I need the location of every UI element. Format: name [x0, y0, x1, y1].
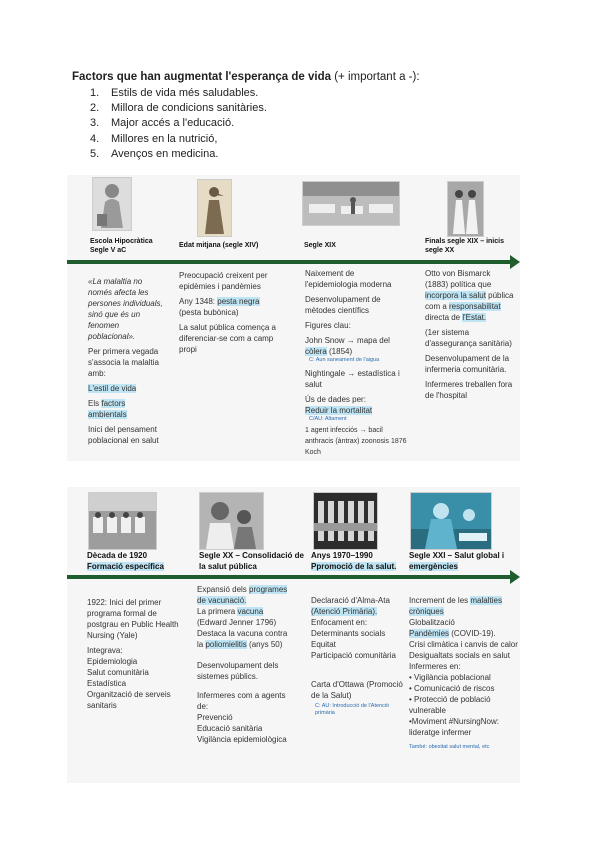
highlight: responsabilitat	[449, 302, 501, 311]
era-heading-hippocratic: Escola Hipocràtica Segle V aC	[90, 238, 153, 254]
hospital-beds-image	[313, 492, 378, 550]
list-item: 4. Millores en la nutrició,	[90, 132, 218, 145]
era-heading-1920s: Dècada de 1920 Formació específica	[87, 551, 164, 571]
highlight: pesta negra	[217, 297, 260, 306]
highlight: (Atenció Primària).	[311, 607, 378, 616]
column-21st-century: Increment de les malalties cròniques Globalització Pandèmies (COVID-19). Crisi climàtica i canvis de calor Desigualtats socials en salut Infermeres en: • Vigilància poblacional • Comunicació de riscos • Protecció de població vulnerable •Moviment #NursingNow: lideratge infermer També: obesitat salut mental, etc	[409, 596, 518, 750]
era-heading-21st-century: Segle XXI – Salut global i emergències	[409, 551, 505, 571]
list-item: 5. Avenços en medicina.	[90, 147, 219, 160]
highlight: Formació específica	[87, 562, 164, 571]
handwritten-note: C: AU: Introducció de l'Atenció primària	[315, 703, 390, 716]
highlight: incorpora la salut	[425, 291, 486, 300]
column-1920s: 1922: Inici del primer programa formal de postgrau en Public Health Nursing (Yale) Integrava: Epidemiologia Salut comunitària Estadística Organització de serveis sanitaris	[87, 598, 179, 710]
timeline-arrow	[67, 260, 510, 264]
column-19th-century: Naixement de l'epidemiologia moderna Desenvolupament de mètodes científics Figures clau: John Snow → mapa del còlera (1854) C: Aun saneament de l'aigua Nightingale → estadística i salut Ús de dades per: Reduir la mortalitat C/AU: Altament 1 agent infecciós → bacil anthracis (àntrax) zoonosis 1876 Koch	[305, 268, 409, 462]
timeline-arrow	[67, 575, 510, 579]
timeline-panel-1	[67, 175, 520, 461]
covid-icu-image	[410, 492, 492, 550]
highlight: programes de vacunació.	[197, 585, 288, 605]
list-item: 1. Estils de vida més saludables.	[90, 87, 259, 99]
plague-doctor-image	[197, 179, 232, 237]
column-hippocratic: «La malaltia no només afecta les persones individuals, sinó que és un fenomen poblacional». Per primera vegada s'associa la malaltia amb: L'estil de vida Els factors ambientals Inici del pensament poblacional en salut	[88, 276, 166, 450]
highlight: factors ambientals	[88, 399, 127, 419]
column-1970-1990: Declaració d'Alma-Ata (Atenció Primària). Enfocament en: Determinants socials Equitat Participació comunitària Carta d'Ottawa (Promoció de la Salut) C: AU: Introducció de l'Atenció primària	[311, 595, 407, 717]
list-item: 3. Major accés a l'educació.	[90, 117, 235, 130]
column-late-19th-century: Otto von Bismarck (1883) política que incorpora la salut pública com a responsabilitat directa de l'Estat. (1er sistema d'assegurança sanitària) Desenvolupament de la infermeria comunitària. Infermeres treballen fora de l'hospital	[425, 269, 514, 400]
list-item: 2. Millora de condicions sanitàries.	[90, 102, 267, 115]
era-heading-1970-1990: Anys 1970–1990 Ppromoció de la salut.	[311, 551, 397, 571]
highlight: emergències	[409, 562, 458, 571]
factors-list	[90, 86, 267, 162]
timeline-panel-2	[67, 487, 520, 783]
handwritten-note: C: Aun saneament de l'aigua	[309, 357, 380, 363]
highlight: còlera	[305, 347, 327, 356]
highlight: Pandèmies	[409, 629, 450, 638]
nurses-photo-image	[447, 181, 484, 237]
hospital-ward-image	[302, 181, 400, 226]
handwritten-note: També: obesitat salut mental, etc	[409, 744, 490, 750]
classroom-nurses-image	[88, 492, 157, 550]
hippocratic-quote: «La malaltia no només afecta les persones individuals, sinó que és un fenomen poblacional».	[88, 277, 163, 341]
highlight: Ppromoció de la salut.	[311, 562, 397, 571]
highlight: malalties cròniques	[409, 596, 502, 616]
highlight: l'Estat.	[462, 313, 487, 322]
document-title: Factors que han augmentat l'esperança de vida (+ important a -):	[72, 71, 420, 83]
highlight: Reduir la mortalitat	[305, 406, 373, 415]
era-heading-19th-century: Segle XIX	[304, 242, 336, 249]
vaccination-photo-image	[199, 492, 264, 550]
highlight: vacuna	[237, 607, 264, 616]
column-middle-ages: Preocupació creixent per epidèmies i pandèmies Any 1348: pesta negra (pesta bubònica) La salut pública comença a diferenciar-se com a camp propi	[179, 271, 276, 354]
highlight: L'estil de vida	[88, 384, 137, 393]
hippocrates-engraving-image	[92, 177, 132, 231]
era-heading-20th-century: Segle XX – Consolidació de la salut pública	[199, 551, 304, 571]
column-20th-century: Expansió dels programes de vacunació. La primera vacuna (Edward Jenner 1796) Destaca la vacuna contra la poliomielitis (anys 50) Desenvolupament dels sistemes públics. Infermeres com a agents de: Prevenció Educació sanitària Vigilància epidemiològica	[197, 585, 288, 744]
era-heading-late-19th-century: Finals segle XIX – inicis segle XX	[425, 238, 504, 254]
highlight: poliomielitis	[205, 640, 247, 649]
era-heading-middle-ages: Edat mitjana (segle XIV)	[179, 242, 259, 249]
handwritten-note: C/AU: Altament	[309, 416, 347, 422]
